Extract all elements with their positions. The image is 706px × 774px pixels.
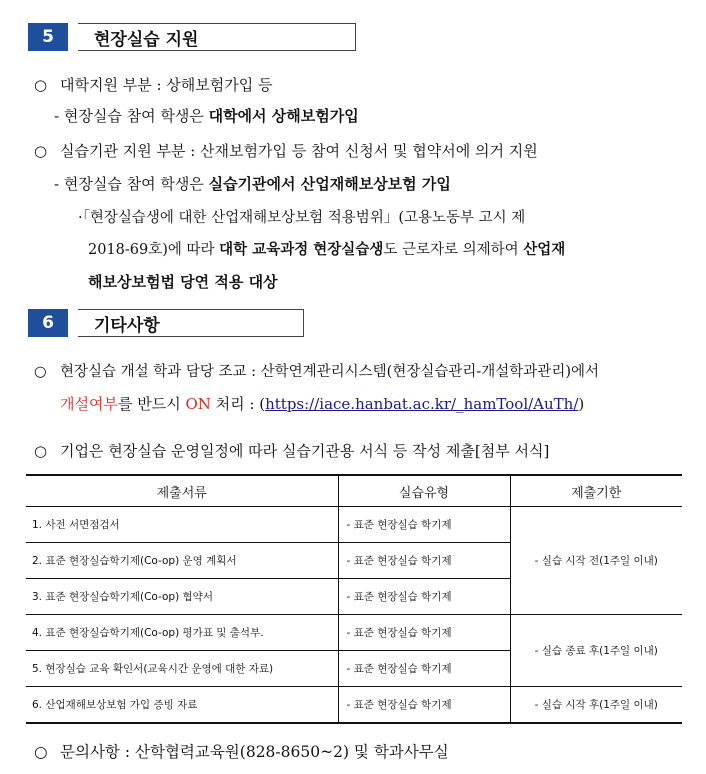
circle-bullet-icon: ○ [34, 442, 48, 460]
sec5-line-1 [34, 74, 273, 95]
text: 현장실습 참여 학생은 [63, 107, 209, 125]
sec5-line-7 [88, 271, 278, 292]
circle-bullet-icon: ○ [34, 743, 48, 761]
type-cell: - 표준 현장실습 학기제 [338, 651, 510, 687]
bold-text: 대학 교육과정 현장실습생 [219, 241, 384, 258]
sec6-line-1 [34, 360, 599, 381]
column-header: 제출서류 [26, 475, 338, 507]
sec5-line-4 [54, 173, 451, 194]
circle-bullet-icon: ○ [34, 142, 48, 160]
table-row [26, 687, 682, 723]
sec5-line-2 [54, 105, 359, 126]
deadline-cell: - 실습 시작 후(1주일 이내) [510, 687, 682, 723]
dash-bullet: - [54, 175, 60, 193]
highlight-text: 개설여부 [60, 395, 118, 413]
bold-text: 대학에서 상해보험가입 [208, 107, 359, 125]
text: 도 근로자로 의제하여 [383, 242, 524, 258]
bold-text: 실습기관에서 산업재해보상보험 가입 [208, 175, 451, 193]
circle-bullet-icon: ○ [34, 76, 48, 94]
circle-bullet-icon: ○ [34, 364, 47, 380]
text: 현장실습 참여 학생은 [63, 175, 209, 193]
text: 기업은 현장실습 운영일정에 따라 실습기관용 서식 등 작성 제출[첨부 서식] [60, 442, 550, 460]
section-number-badge: 5 [28, 23, 68, 51]
section-title: 현장실습 지원 [78, 23, 356, 51]
type-cell: - 표준 현장실습 학기제 [338, 687, 510, 723]
contact-text: 문의사항 : 산학협력교육원(828-8650~2) 및 학과사무실 [60, 743, 449, 761]
doc-cell: 1. 사전 서면점검서 [26, 507, 338, 543]
text: ·「현장실습생에 대한 산업재해보상보험 적용범위」(고용노동부 고시 제 [78, 210, 526, 226]
sec5-line-6 [88, 238, 565, 259]
table-row [26, 615, 682, 651]
text: 대학지원 부분 : 상해보험가입 등 [60, 76, 273, 94]
type-cell: - 표준 현장실습 학기제 [338, 615, 510, 651]
contact-line [34, 740, 449, 762]
sec6-line-3 [34, 440, 549, 461]
text: 실습기관 지원 부분 : 산재보험가입 등 참여 신청서 및 협약서에 의거 지원 [60, 142, 538, 160]
doc-cell: 3. 표준 현장실습학기제(Co-op) 협약서 [26, 579, 338, 615]
section-number-badge: 6 [28, 309, 68, 337]
deadline-cell: - 실습 시작 전(1주일 이내) [510, 507, 682, 615]
bold-text: 해보상보험법 당연 적용 대상 [88, 273, 278, 291]
table-header-row [26, 475, 682, 507]
sec5-line-5 [78, 206, 525, 227]
column-header: 실습유형 [338, 475, 510, 507]
type-cell: - 표준 현장실습 학기제 [338, 507, 510, 543]
type-cell: - 표준 현장실습 학기제 [338, 579, 510, 615]
deadline-cell: - 실습 종료 후(1주일 이내) [510, 615, 682, 687]
doc-cell: 2. 표준 현장실습학기제(Co-op) 운영 계획서 [26, 543, 338, 579]
doc-cell: 5. 현장실습 교육 확인서(교육시간 운영에 대한 자료) [26, 651, 338, 687]
sec6-line-2 [60, 393, 584, 414]
submission-documents-table [26, 474, 682, 724]
doc-cell: 4. 표준 현장실습학기제(Co-op) 평가표 및 출석부. [26, 615, 338, 651]
system-link[interactable]: https://iace.hanbat.ac.kr/_hamTool/AuTh/ [265, 395, 579, 413]
bold-text: 산업재 [523, 241, 566, 258]
text: 2018-69호)에 따라 [88, 242, 220, 258]
text: 현장실습 개설 학과 담당 조교 : 산학연계관리시스템(현장실습관리-개설학과관리)에서 [60, 364, 599, 380]
text: ) [578, 395, 585, 413]
dash-bullet: - [54, 107, 60, 125]
table-row [26, 507, 682, 543]
text: 처리 : ( [210, 395, 266, 413]
highlight-text: ON [185, 395, 211, 413]
section-title: 기타사항 [78, 309, 304, 337]
column-header: 제출기한 [510, 475, 682, 507]
type-cell: - 표준 현장실습 학기제 [338, 543, 510, 579]
doc-cell: 6. 산업재해보상보험 가입 증빙 자료 [26, 687, 338, 723]
text: 를 반드시 [117, 395, 186, 413]
sec5-line-3 [34, 140, 538, 161]
